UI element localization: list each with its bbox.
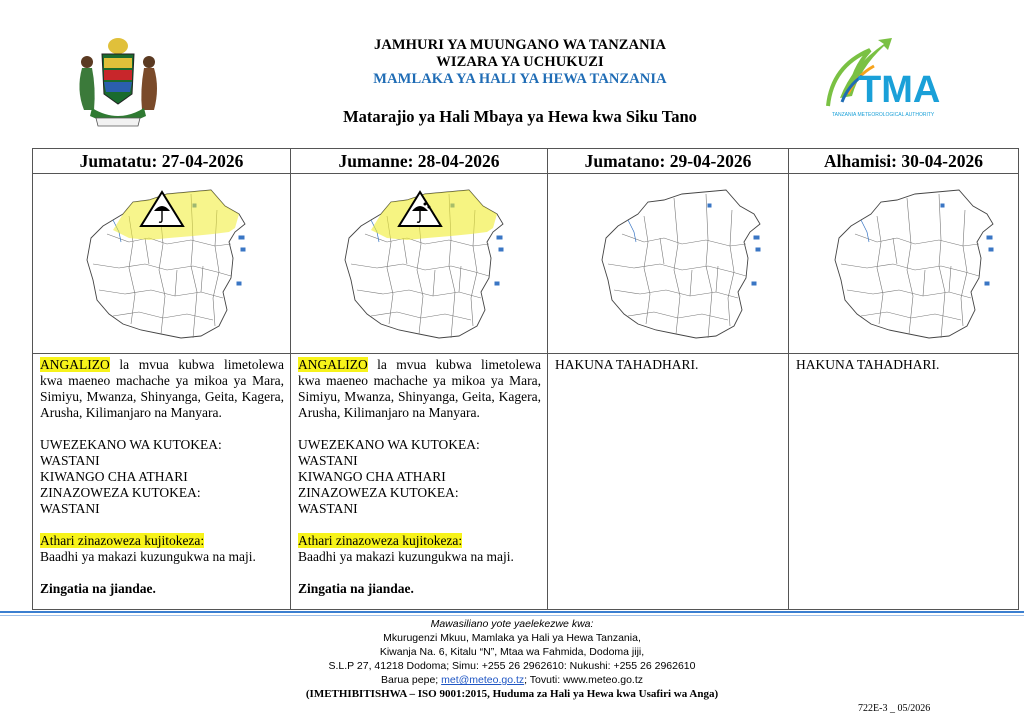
- day-4-date: Alhamisi: 30-04-2026: [789, 149, 1019, 174]
- footer-rule: [0, 611, 1024, 613]
- footer-address-2: Kiwanja Na. 6, Kitalu “N”, Mtaa wa Fahmida, Dodoma jiji,: [379, 646, 645, 658]
- effects-text: Baadhi ya makazi kuzungukwa na maji.: [298, 549, 514, 564]
- impact-label: KIWANGO CHA ATHARI: [298, 469, 446, 484]
- advice-text: Zingatia na jiandae.: [298, 581, 414, 596]
- impact-value: WASTANI: [40, 501, 100, 516]
- day-2-tanzania-map: [321, 180, 521, 348]
- contact-footer: [0, 617, 1024, 701]
- no-warning-status: HAKUNA TAHADHARI.: [555, 357, 699, 372]
- document-header: [0, 0, 1024, 148]
- day-2-date: Jumanne: 28-04-2026: [291, 149, 548, 174]
- footer-heading: Mawasiliano yote yaelekezwe kwa:: [430, 618, 594, 630]
- footer-address-1: Mkurugenzi Mkuu, Mamlaka ya Hali ya Hewa Tanzania,: [383, 632, 641, 644]
- impact-label-cont: ZINAZOWEZA KUTOKEA:: [40, 485, 201, 500]
- likelihood-value: WASTANI: [40, 453, 100, 468]
- certification-note: (IMETHIBITISHWA – ISO 9001:2015, Huduma za Hali ya Hewa kwa Usafiri wa Anga): [305, 688, 719, 700]
- details-row: [33, 354, 1019, 610]
- impact-value: WASTANI: [298, 501, 358, 516]
- ministry-heading: WIZARA YA UCHUKUZI: [436, 54, 604, 70]
- day-3-tanzania-map: [578, 180, 778, 348]
- day-1-map-cell: [33, 174, 291, 354]
- effects-label: Athari zinazoweza kujitokeza:: [40, 533, 205, 548]
- document-reference: 722E-3 _ 05/2026: [858, 703, 931, 714]
- warning-label: ANGALIZO: [40, 357, 110, 372]
- likelihood-label: UWEZEKANO WA KUTOKEA:: [40, 437, 222, 452]
- map-row: [33, 174, 1019, 354]
- footer-rule-thin: [0, 615, 1024, 616]
- footer-phone: S.L.P 27, 41218 Dodoma; Simu: +255 26 2962610: Nukushi: +255 26 2962610: [328, 660, 696, 672]
- day-4-details: [789, 354, 1019, 610]
- likelihood-label: UWEZEKANO WA KUTOKEA:: [298, 437, 480, 452]
- day-1-details: [33, 354, 291, 610]
- tma-logo: [822, 36, 952, 122]
- effects-label: Athari zinazoweza kujitokeza:: [298, 533, 463, 548]
- impact-label-cont: ZINAZOWEZA KUTOKEA:: [298, 485, 459, 500]
- day-1-tanzania-map: [63, 180, 263, 348]
- footer-contacts: Barua pepe; met@meteo.go.tz; Tovuti: www.meteo.go.tz: [380, 674, 644, 686]
- advice-text: Zingatia na jiandae.: [40, 581, 156, 596]
- no-warning-status: HAKUNA TAHADHARI.: [796, 357, 940, 372]
- day-2-details: [291, 354, 548, 610]
- day-3-details: [548, 354, 789, 610]
- day-1-date: Jumatatu: 27-04-2026: [33, 149, 291, 174]
- day-4-map-cell: [789, 174, 1019, 354]
- impact-label: KIWANGO CHA ATHARI: [40, 469, 188, 484]
- likelihood-value: WASTANI: [298, 453, 358, 468]
- day-4-tanzania-map: [811, 180, 1011, 348]
- day-1-warning-text: ANGALIZO la mvua kubwa limetolewa kwa maeneo machache ya mikoa ya Mara, Simiyu, Mwanza, Shinyanga, Geita, Kagera, Arusha, Kilimanjaro na Manyara.: [40, 357, 284, 420]
- svg-text:TANZANIA METEOROLOGICAL AUTHOR: TANZANIA METEOROLOGICAL AUTHORITY: [832, 112, 935, 118]
- forecast-title: Matarajio ya Hali Mbaya ya Hewa kwa Siku Tano: [343, 107, 697, 126]
- website-text: ; Tovuti: www.meteo.go.tz: [524, 674, 644, 686]
- country-heading: JAMHURI YA MUUNGANO WA TANZANIA: [373, 37, 667, 53]
- effects-text: Baadhi ya makazi kuzungukwa na maji.: [40, 549, 256, 564]
- day-3-date: Jumatano: 29-04-2026: [548, 149, 789, 174]
- coat-of-arms-emblem: [62, 32, 174, 132]
- day-2-warning-text: ANGALIZO la mvua kubwa limetolewa kwa maeneo machache ya mikoa ya Mara, Simiyu, Mwanza, Shinyanga, Geita, Kagera, Arusha, Kilimanjaro na Manyara.: [298, 357, 541, 420]
- day-3-map-cell: [548, 174, 789, 354]
- date-row: [33, 149, 1019, 174]
- day-2-map-cell: [291, 174, 548, 354]
- warning-label: ANGALIZO: [298, 357, 368, 372]
- authority-heading: MAMLAKA YA HALI YA HEWA TANZANIA: [373, 71, 667, 87]
- email-link[interactable]: met@meteo.go.tz: [441, 674, 525, 686]
- forecast-table: [32, 148, 1019, 610]
- svg-text:TMA: TMA: [858, 69, 941, 111]
